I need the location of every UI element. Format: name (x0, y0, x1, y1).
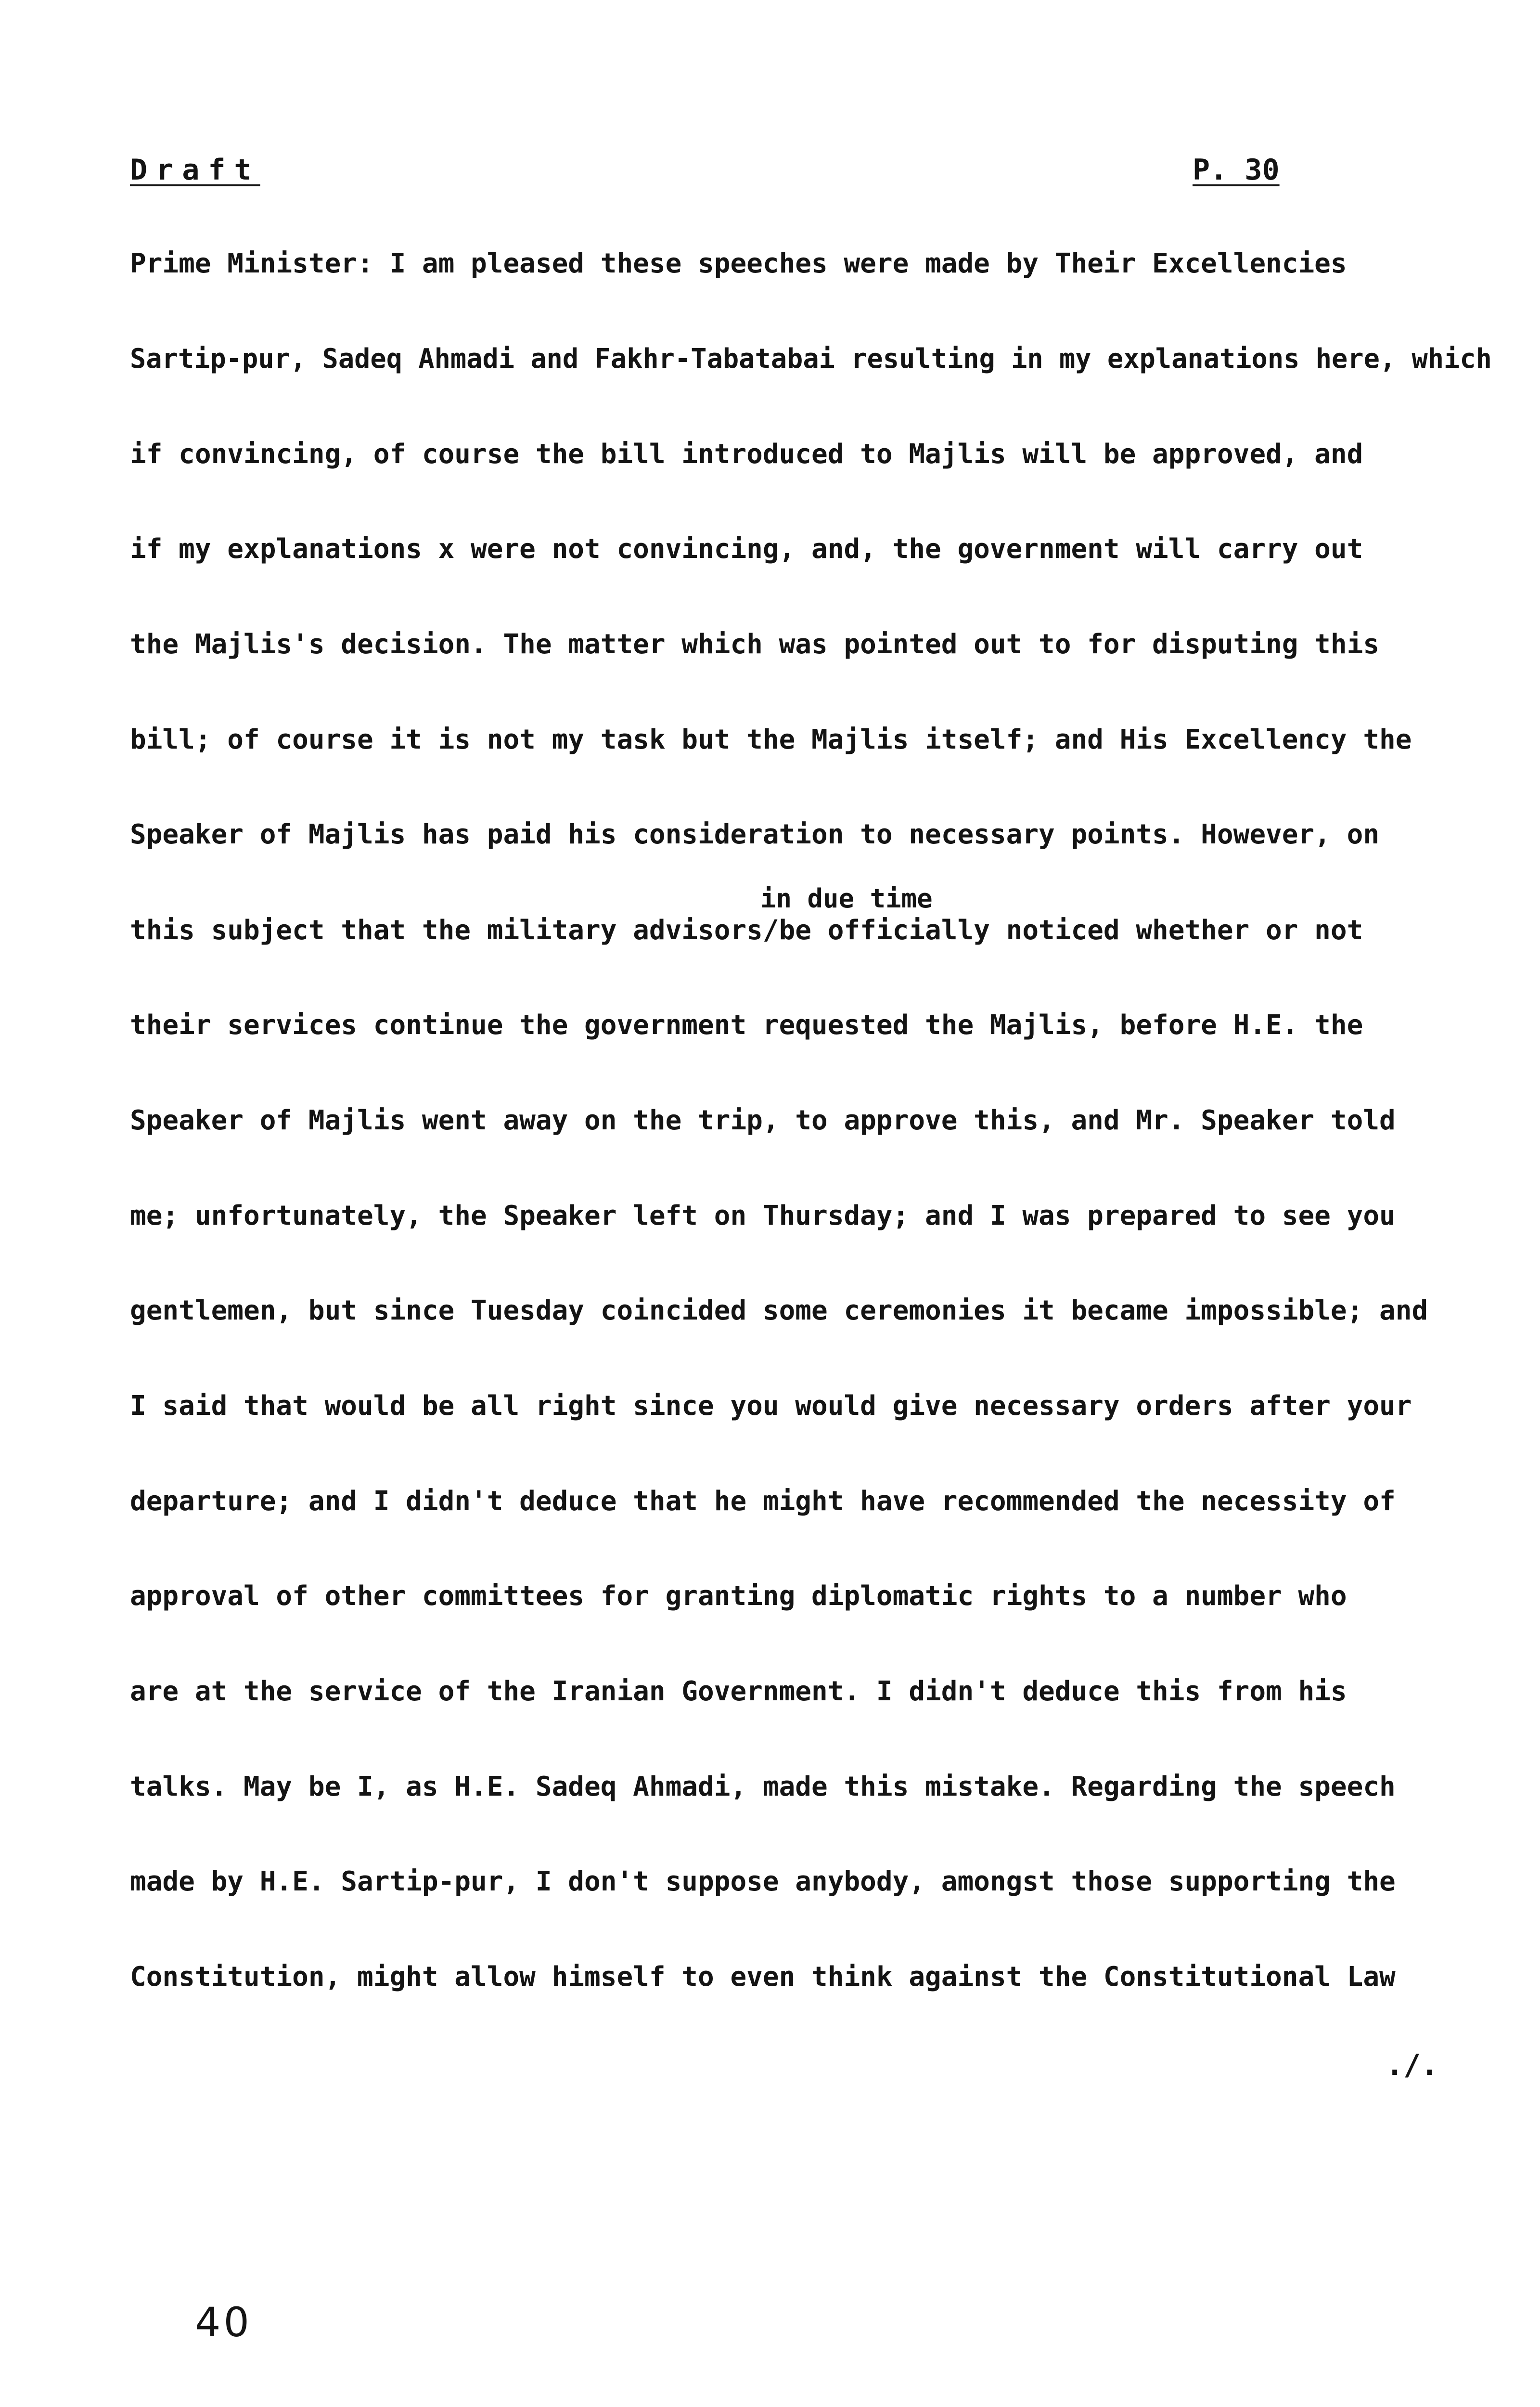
body-line-6: bill; of course it is not my task but the Majlis itself; and His Excellency the (130, 724, 1412, 755)
body-line-19: Constitution, might allow himself to even think against the Constitutional Law (130, 1961, 1396, 1993)
body-line-11: me; unfortunately, the Speaker left on Thursday; and I was prepared to see you (130, 1200, 1396, 1231)
page-number: 40 (195, 2299, 252, 2346)
draft-heading: Draft (130, 153, 260, 187)
body-line-16: are at the service of the Iranian Government. I didn't deduce this from his (130, 1676, 1347, 1707)
body-line-12: gentlemen, but since Tuesday coincided some ceremonies it became impossible; and (130, 1295, 1428, 1326)
continuation-mark: ./. (1386, 2048, 1438, 2082)
body-line-9: their services continue the government requested the Majlis, before H.E. the (130, 1009, 1363, 1041)
body-line-18: made by H.E. Sartip-pur, I don't suppose anybody, amongst those supporting the (130, 1866, 1396, 1897)
body-line-13: I said that would be all right since you would give necessary orders after your (130, 1390, 1412, 1422)
handwritten-insertion: in due time (760, 883, 933, 914)
page-label: P. 30 (1193, 153, 1280, 187)
body-line-7: Speaker of Majlis has paid his consideration to necessary points. However, on (130, 819, 1380, 850)
body-line-15: approval of other committees for granting diplomatic rights to a number who (130, 1580, 1347, 1612)
body-line-17: talks. May be I, as H.E. Sadeq Ahmadi, made this mistake. Regarding the speech (130, 1771, 1396, 1802)
body-line-4: if my explanations x were not convincing, and, the government will carry out (130, 533, 1363, 565)
body-line-14: departure; and I didn't deduce that he might have recommended the necessity of (130, 1486, 1396, 1517)
body-line-10: Speaker of Majlis went away on the trip, to approve this, and Mr. Speaker told (130, 1105, 1396, 1136)
body-line-1: Prime Minister: I am pleased these speeches were made by Their Excellencies (130, 248, 1347, 279)
body-line-8: this subject that the military advisors/be officially noticed whether or not (130, 915, 1363, 946)
body-line-2: Sartip-pur, Sadeq Ahmadi and Fakhr-Tabatabai resulting in my explanations here, which (130, 343, 1492, 375)
body-line-5: the Majlis's decision. The matter which was pointed out to for disputing this (130, 629, 1380, 660)
body-line-3: if convincing, of course the bill introduced to Majlis will be approved, and (130, 439, 1363, 470)
